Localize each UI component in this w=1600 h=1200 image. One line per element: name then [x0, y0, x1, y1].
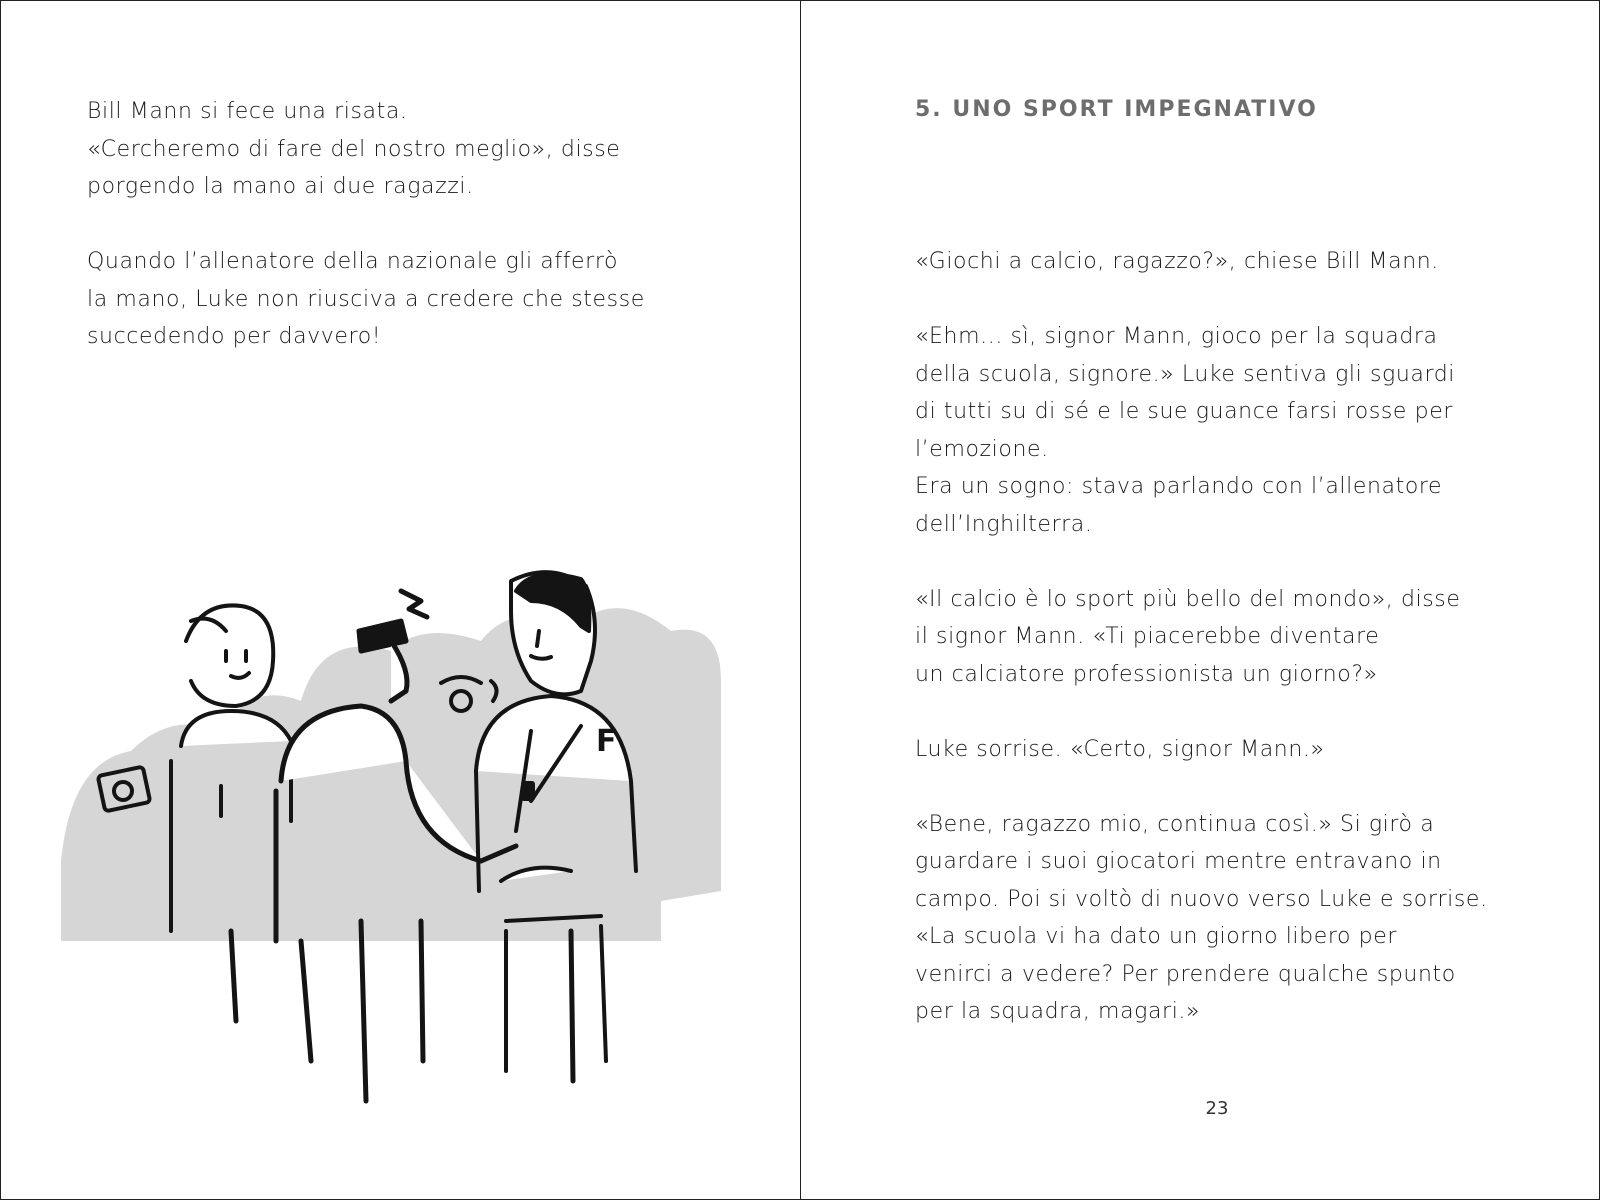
whistle-icon [521, 781, 535, 801]
page-number: 23 [1205, 1098, 1229, 1119]
right-page [801, 1, 1599, 1199]
legs [231, 921, 573, 1101]
chapter-title: 5. UNO SPORT IMPEGNATIVO [915, 97, 1318, 122]
paragraph: «Ehm... sì, signor Mann, gioco per la squadra della scuola, signore.» Luke sentiva gli sguardi di tutti su di sé e le sue guance farsi rosse per l’emozione. Era un sogno: stava parlando con l’allenatore dell’Inghilterra. [915, 324, 1455, 537]
right-page-text [915, 243, 1555, 1031]
paragraph: Luke sorrise. «Certo, signor Mann.» [915, 736, 1325, 762]
paragraph: «Bene, ragazzo mio, continua così.» Si girò a guardare i suoi giocatori mentre entravano in campo. Poi si voltò di nuovo verso Luke e sorrise. «La scuola vi ha dato un giorno libero per venirci a vedere? Per prendere qualche spunto per la squadra, magari.» [915, 811, 1488, 1024]
handshake-illustration [61, 561, 751, 1131]
paragraph: «Giochi a calcio, ragazzo?», chiese Bill Mann. [915, 249, 1439, 274]
left-page [1, 1, 800, 1199]
paragraph: Quando l’allenatore della nazionale gli afferrò la mano, Luke non riusciva a credere che stesse succedendo per davvero! [87, 249, 645, 349]
left-page-text [87, 93, 727, 356]
paragraph: «Il calcio è lo sport più bello del mondo», disse il signor Mann. «Ti piacerebbe diventare un calciatore professionista un giorno?» [915, 586, 1461, 687]
shirt-badge: F [596, 724, 617, 759]
paragraph: Bill Mann si fece una risata. «Cercheremo di fare del nostro meglio», disse porgendo la mano ai due ragazzi. [87, 99, 621, 199]
